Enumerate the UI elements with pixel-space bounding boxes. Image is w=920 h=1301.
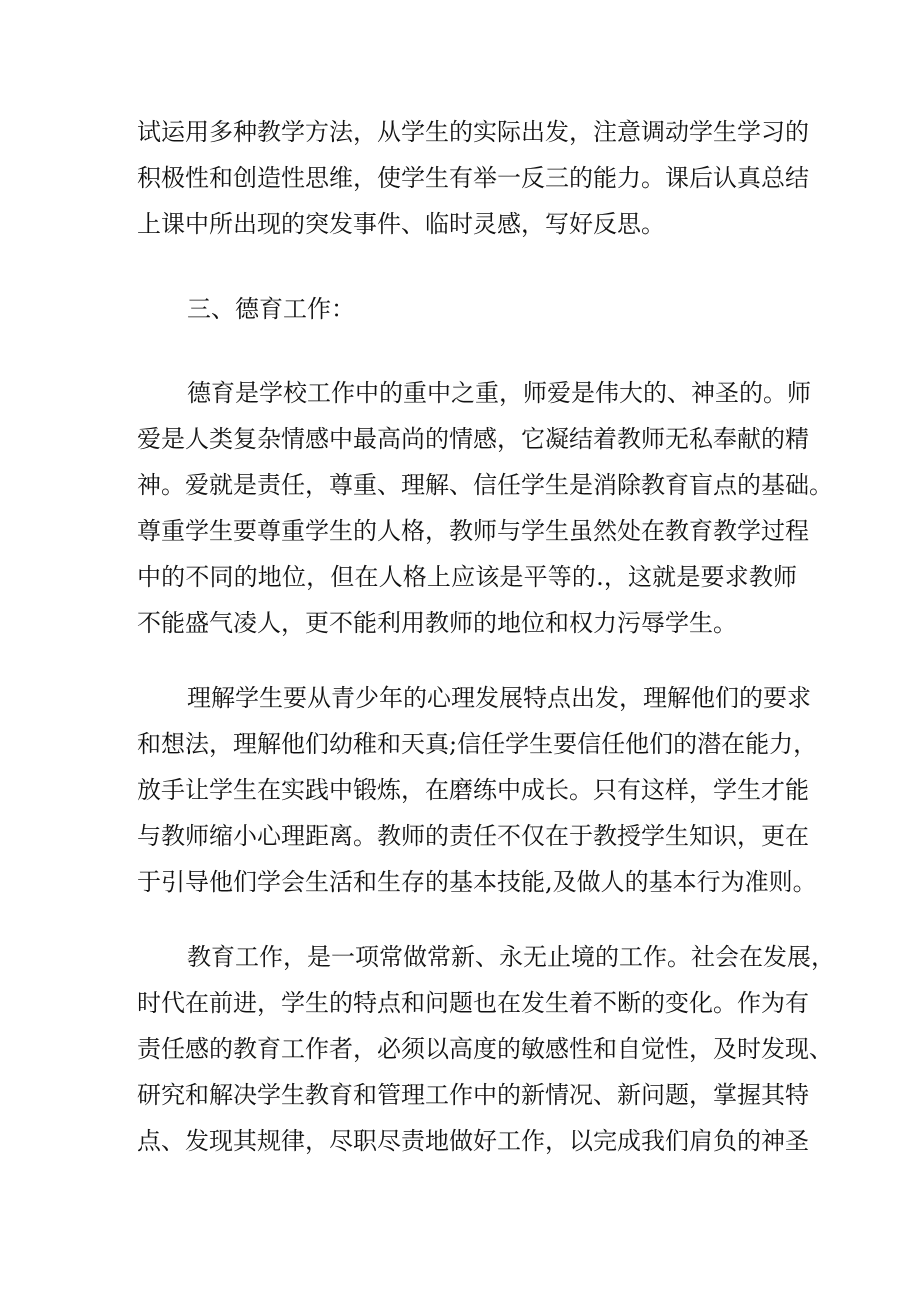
paragraph-1-line-2: 积极性和创造性思维，使学生有举一反三的能力。课后认真总结 <box>137 164 809 192</box>
paragraph-1-line-3: 上课中所出现的突发事件、临时灵感，写好反思。 <box>137 210 665 238</box>
paragraph-2-line-3: 神。爱就是责任，尊重、理解、信任学生是消除教育盲点的基础。 <box>137 471 833 499</box>
paragraph-2-line-6: 不能盛气凌人，更不能利用教师的地位和权力污辱学生。 <box>137 609 737 637</box>
paragraph-3-line-3: 放手让学生在实践中锻炼，在磨练中成长。只有这样，学生才能 <box>137 776 809 804</box>
paragraph-2-line-4: 尊重学生要尊重学生的人格，教师与学生虽然处在教育教学过程 <box>137 517 809 545</box>
paragraph-4-line-2: 时代在前进，学生的特点和问题也在发生着不断的变化。作为有 <box>137 989 809 1017</box>
paragraph-3-line-1: 理解学生要从青少年的心理发展特点出发，理解他们的要求 <box>187 684 811 712</box>
paragraph-2-line-5: 中的不同的地位，但在人格上应该是平等的.，这就是要求教师 <box>137 563 797 591</box>
paragraph-1-line-1: 试运用多种教学方法，从学生的实际出发，注意调动学生学习的 <box>137 118 809 146</box>
paragraph-2-line-1: 德育是学校工作中的重中之重，师爱是伟大的、神圣的。师 <box>187 379 811 407</box>
paragraph-3-line-2: 和想法，理解他们幼稚和天真;信任学生要信任他们的潜在能力， <box>137 730 818 758</box>
paragraph-2-line-2: 爱是人类复杂情感中最高尚的情感，它凝结着教师无私奉献的精 <box>137 425 809 453</box>
paragraph-4-line-1: 教育工作，是一项常做常新、永无止境的工作。社会在发展， <box>187 943 835 971</box>
paragraph-4-line-5: 点、发现其规律，尽职尽责地做好工作，以完成我们肩负的神圣 <box>137 1127 809 1155</box>
section-heading: 三、德育工作： <box>187 295 355 323</box>
paragraph-3-line-5: 于引导他们学会生活和生存的基本技能,及做人的基本行为准则。 <box>137 868 817 896</box>
paragraph-3-line-4: 与教师缩小心理距离。教师的责任不仅在于教授学生知识，更在 <box>137 822 809 850</box>
paragraph-4-line-3: 责任感的教育工作者，必须以高度的敏感性和自觉性，及时发现、 <box>137 1035 833 1063</box>
paragraph-4-line-4: 研究和解决学生教育和管理工作中的新情况、新问题，掌握其特 <box>137 1081 809 1109</box>
